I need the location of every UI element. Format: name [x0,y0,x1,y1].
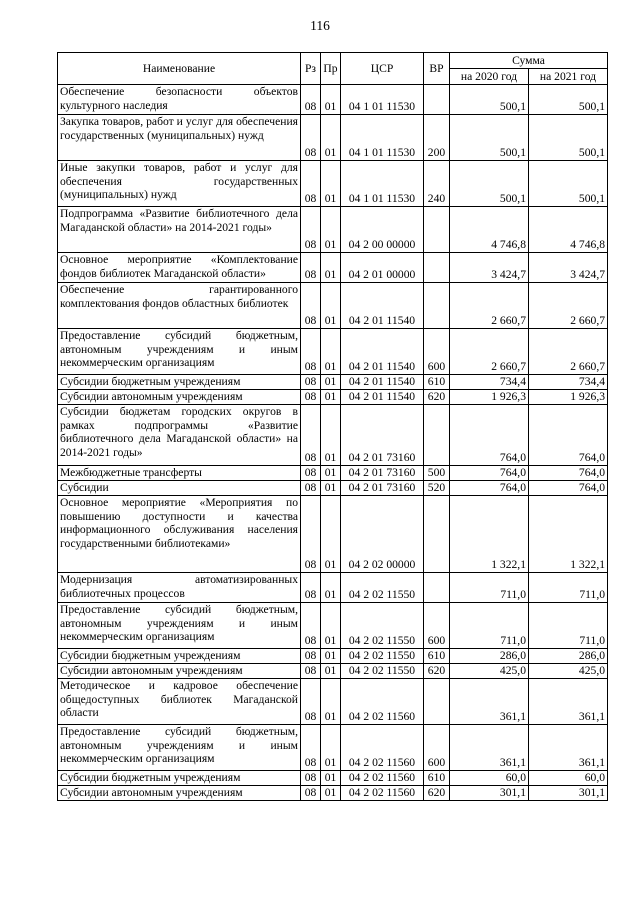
row-amount-2021: 3 424,7 [529,253,608,283]
row-csr: 04 2 01 11540 [341,283,424,329]
row-amount-2020: 711,0 [450,573,529,603]
row-rz: 08 [301,253,321,283]
row-amount-2021: 764,0 [529,466,608,481]
row-amount-2020: 3 424,7 [450,253,529,283]
row-amount-2020: 2 660,7 [450,283,529,329]
row-csr: 04 2 01 73160 [341,466,424,481]
row-vr [424,405,450,466]
row-amount-2020: 361,1 [450,725,529,771]
table-row [58,481,608,496]
row-rz: 08 [301,664,321,679]
table-row [58,573,608,603]
table-row [58,405,608,466]
row-csr: 04 2 02 11560 [341,679,424,725]
row-rz: 08 [301,573,321,603]
row-pr: 01 [321,85,341,115]
row-pr: 01 [321,573,341,603]
row-amount-2021: 286,0 [529,649,608,664]
table-row [58,390,608,405]
row-rz: 08 [301,725,321,771]
row-name: Межбюджетные трансферты [58,466,301,481]
row-name: Субсидии бюджетам городских округов в рамках подпрограммы «Развитие библиотечного дела Магаданской области» на 2014-2021 годы» [58,405,301,466]
row-amount-2020: 60,0 [450,771,529,786]
row-amount-2021: 4 746,8 [529,207,608,253]
table-row [58,771,608,786]
row-pr: 01 [321,466,341,481]
row-name: Обеспечение гарантированного комплектования фондов областных библиотек [58,283,301,329]
row-vr [424,496,450,573]
row-amount-2020: 500,1 [450,115,529,161]
row-pr: 01 [321,390,341,405]
table-row [58,329,608,375]
page-number: 116 [310,18,330,33]
row-name: Основное мероприятие «Мероприятия по повышению доступности и качества информационного обслуживания населения государственными библиотеками» [58,496,301,573]
row-pr: 01 [321,725,341,771]
row-rz: 08 [301,771,321,786]
row-pr: 01 [321,603,341,649]
row-rz: 08 [301,115,321,161]
row-vr: 500 [424,466,450,481]
row-amount-2020: 361,1 [450,679,529,725]
row-vr: 620 [424,390,450,405]
row-vr [424,573,450,603]
table-row [58,679,608,725]
row-amount-2020: 764,0 [450,405,529,466]
header-csr: ЦСР [341,53,424,85]
row-amount-2021: 711,0 [529,573,608,603]
row-amount-2021: 764,0 [529,405,608,466]
row-vr: 620 [424,786,450,801]
row-csr: 04 2 02 11560 [341,725,424,771]
row-amount-2020: 301,1 [450,786,529,801]
row-vr: 600 [424,329,450,375]
row-amount-2020: 711,0 [450,603,529,649]
row-rz: 08 [301,786,321,801]
row-amount-2020: 286,0 [450,649,529,664]
row-vr [424,679,450,725]
row-amount-2021: 361,1 [529,725,608,771]
row-pr: 01 [321,649,341,664]
row-amount-2020: 2 660,7 [450,329,529,375]
row-vr: 200 [424,115,450,161]
row-amount-2020: 1 926,3 [450,390,529,405]
table-row [58,649,608,664]
table-row [58,161,608,207]
table-row [58,207,608,253]
row-amount-2020: 425,0 [450,664,529,679]
row-csr: 04 2 01 00000 [341,253,424,283]
table-row [58,786,608,801]
header-sum: Сумма [450,53,608,69]
row-name: Предоставление субсидий бюджетным, автономным учреждениям и иным некоммерческим организациям [58,603,301,649]
row-csr: 04 2 02 11550 [341,649,424,664]
row-csr: 04 2 01 73160 [341,405,424,466]
row-name: Субсидии бюджетным учреждениям [58,771,301,786]
row-amount-2020: 734,4 [450,375,529,390]
row-vr: 620 [424,664,450,679]
row-name: Модернизация автоматизированных библиотечных процессов [58,573,301,603]
row-amount-2020: 1 322,1 [450,496,529,573]
header-rz: Рз [301,53,321,85]
row-amount-2021: 301,1 [529,786,608,801]
row-csr: 04 2 02 11550 [341,664,424,679]
row-vr: 600 [424,725,450,771]
row-vr: 600 [424,603,450,649]
table-row [58,283,608,329]
row-name: Методическое и кадровое обеспечение общедоступных библиотек Магаданской области [58,679,301,725]
row-amount-2021: 1 322,1 [529,496,608,573]
row-name: Иные закупки товаров, работ и услуг для обеспечения государственных (муниципальных) нужд [58,161,301,207]
row-amount-2020: 4 746,8 [450,207,529,253]
row-pr: 01 [321,496,341,573]
row-rz: 08 [301,390,321,405]
row-vr [424,207,450,253]
row-rz: 08 [301,283,321,329]
row-csr: 04 2 01 11540 [341,329,424,375]
row-pr: 01 [321,329,341,375]
row-csr: 04 1 01 11530 [341,161,424,207]
row-rz: 08 [301,679,321,725]
row-pr: 01 [321,283,341,329]
row-pr: 01 [321,115,341,161]
row-vr [424,85,450,115]
row-amount-2020: 500,1 [450,161,529,207]
row-name: Подпрограмма «Развитие библиотечного дела Магаданской области» на 2014-2021 годы» [58,207,301,253]
table-row [58,85,608,115]
row-rz: 08 [301,207,321,253]
row-csr: 04 2 01 73160 [341,481,424,496]
row-amount-2020: 764,0 [450,466,529,481]
table-row [58,725,608,771]
table-body [58,85,608,801]
row-vr: 610 [424,771,450,786]
row-pr: 01 [321,375,341,390]
row-csr: 04 2 02 11550 [341,603,424,649]
row-csr: 04 2 02 11560 [341,771,424,786]
row-vr: 610 [424,375,450,390]
row-pr: 01 [321,161,341,207]
row-pr: 01 [321,481,341,496]
row-pr: 01 [321,786,341,801]
row-rz: 08 [301,375,321,390]
row-vr [424,283,450,329]
row-vr: 610 [424,649,450,664]
row-amount-2021: 500,1 [529,161,608,207]
row-name: Субсидии [58,481,301,496]
header-year-2021: на 2021 год [529,69,608,85]
row-rz: 08 [301,481,321,496]
table-header [58,53,608,85]
row-pr: 01 [321,253,341,283]
budget-table [57,52,608,801]
row-amount-2021: 60,0 [529,771,608,786]
row-name: Субсидии бюджетным учреждениям [58,649,301,664]
row-amount-2021: 1 926,3 [529,390,608,405]
table-row [58,603,608,649]
row-amount-2020: 764,0 [450,481,529,496]
row-csr: 04 1 01 11530 [341,115,424,161]
row-amount-2021: 500,1 [529,85,608,115]
row-amount-2021: 734,4 [529,375,608,390]
row-pr: 01 [321,771,341,786]
row-amount-2021: 2 660,7 [529,283,608,329]
header-year-2020: на 2020 год [450,69,529,85]
row-rz: 08 [301,329,321,375]
row-rz: 08 [301,466,321,481]
header-pr: Пр [321,53,341,85]
row-name: Субсидии бюджетным учреждениям [58,375,301,390]
row-amount-2021: 764,0 [529,481,608,496]
row-amount-2021: 361,1 [529,679,608,725]
row-rz: 08 [301,649,321,664]
row-csr: 04 2 01 11540 [341,390,424,405]
table-row [58,496,608,573]
row-pr: 01 [321,207,341,253]
row-pr: 01 [321,664,341,679]
header-name: Наименование [58,53,301,85]
row-name: Предоставление субсидий бюджетным, автономным учреждениям и иным некоммерческим организациям [58,725,301,771]
row-name: Субсидии автономным учреждениям [58,664,301,679]
row-csr: 04 2 00 00000 [341,207,424,253]
row-amount-2021: 2 660,7 [529,329,608,375]
row-amount-2021: 500,1 [529,115,608,161]
row-vr: 240 [424,161,450,207]
row-csr: 04 2 02 00000 [341,496,424,573]
row-rz: 08 [301,161,321,207]
row-name: Субсидии автономным учреждениям [58,786,301,801]
row-csr: 04 1 01 11530 [341,85,424,115]
row-csr: 04 2 01 11540 [341,375,424,390]
table-row [58,466,608,481]
row-name: Основное мероприятие «Комплектование фондов библиотек Магаданской области» [58,253,301,283]
header-vr: ВР [424,53,450,85]
table-row [58,375,608,390]
row-vr [424,253,450,283]
row-amount-2021: 425,0 [529,664,608,679]
row-rz: 08 [301,85,321,115]
table-row [58,253,608,283]
row-amount-2021: 711,0 [529,603,608,649]
row-rz: 08 [301,496,321,573]
row-pr: 01 [321,679,341,725]
row-name: Закупка товаров, работ и услуг для обеспечения государственных (муниципальных) нужд [58,115,301,161]
row-name: Предоставление субсидий бюджетным, автономным учреждениям и иным некоммерческим организациям [58,329,301,375]
row-rz: 08 [301,603,321,649]
row-rz: 08 [301,405,321,466]
row-csr: 04 2 02 11560 [341,786,424,801]
table-row [58,664,608,679]
row-csr: 04 2 02 11550 [341,573,424,603]
table-row [58,115,608,161]
row-vr: 520 [424,481,450,496]
row-name: Субсидии автономным учреждениям [58,390,301,405]
row-name: Обеспечение безопасности объектов культурного наследия [58,85,301,115]
row-pr: 01 [321,405,341,466]
row-amount-2020: 500,1 [450,85,529,115]
